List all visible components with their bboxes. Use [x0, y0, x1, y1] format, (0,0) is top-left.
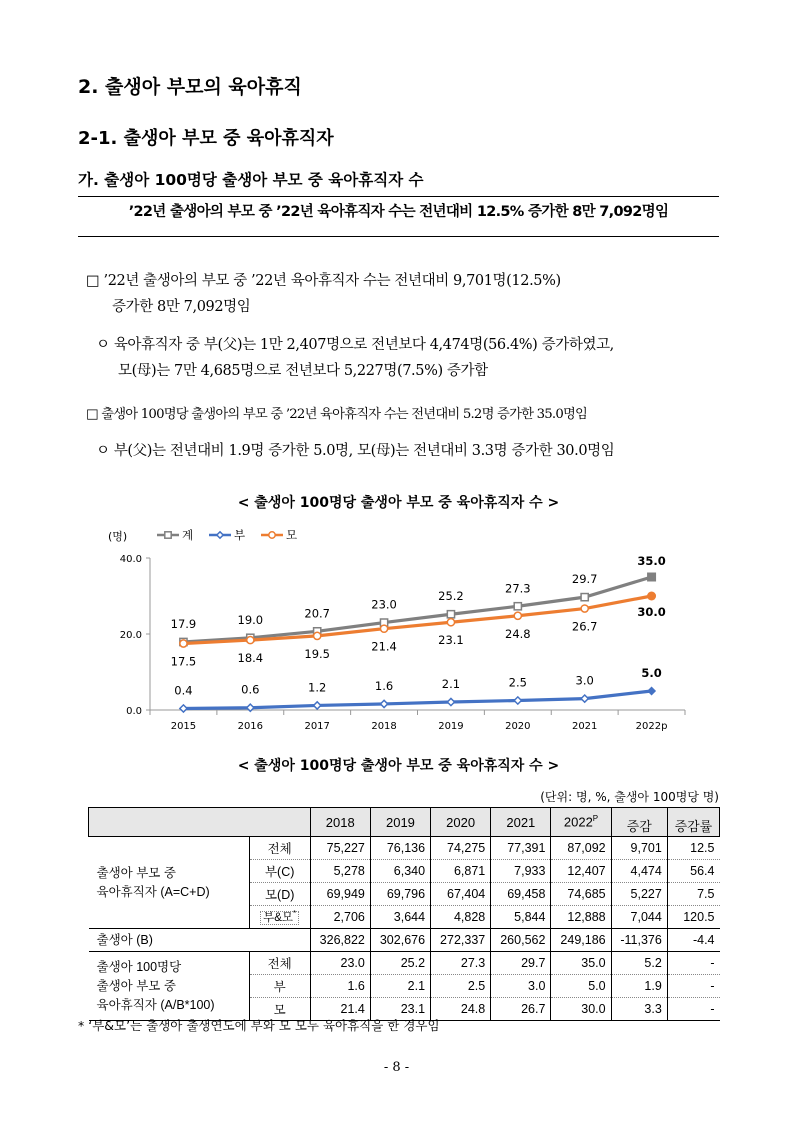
table-cell: 35.0 — [551, 952, 611, 975]
data-point — [180, 705, 187, 712]
table-cell: 69,458 — [491, 883, 551, 906]
table-cell: 4,828 — [431, 906, 491, 929]
data-point — [581, 695, 588, 702]
table-births — [89, 929, 720, 952]
data-label: 19.0 — [237, 612, 264, 627]
row-label: 모 — [249, 998, 310, 1021]
table-cell: 5,844 — [491, 906, 551, 929]
data-label: 0.4 — [174, 683, 193, 698]
data-label: 1.2 — [308, 680, 327, 695]
table-cell: 4,474 — [611, 860, 667, 883]
x-tick-label: 2015 — [170, 721, 197, 732]
y-tick-label: 0.0 — [126, 706, 142, 717]
births-label: 출생아 (B) — [89, 929, 311, 952]
data-point — [447, 611, 454, 618]
data-label: 3.0 — [575, 673, 594, 688]
table-cell: 260,562 — [491, 929, 551, 952]
data-point — [514, 697, 521, 704]
table-cell: 272,337 — [431, 929, 491, 952]
line-chart — [100, 520, 700, 742]
data-label: 2.5 — [508, 675, 527, 690]
paragraph-2-line-2: 모(母)는 7만 4,685명으로 전년보다 5,227명(7.5%) 증가함 — [118, 363, 488, 379]
footnote: * ‘부&모’는 출생아 출생연도에 부와 모 모두 육아휴직을 한 경우임 — [78, 1018, 440, 1033]
section-heading-1: 2. 출생아 부모의 육아휴직 — [78, 76, 302, 98]
row-label: 모(D) — [249, 883, 310, 906]
data-label: 29.7 — [571, 572, 598, 587]
data-label: 20.7 — [304, 606, 330, 621]
table-cell: 26.7 — [491, 998, 551, 1021]
paragraph-2-line-1: ㅇ 육아휴직자 중 부(父)는 1만 2,407명으로 전년보다 4,474명(56.4%) 증가하였고, — [96, 337, 614, 353]
table-group-1 — [89, 837, 720, 929]
x-tick-label: 2018 — [371, 721, 397, 732]
table-cell: 56.4 — [667, 860, 719, 883]
table-cell: 69,796 — [370, 883, 430, 906]
legend-marker — [269, 532, 275, 538]
data-label: 21.4 — [371, 639, 397, 654]
y-tick-label: 20.0 — [119, 630, 142, 641]
table-cell: 5.2 — [611, 952, 667, 975]
data-point — [314, 632, 321, 639]
data-point — [647, 592, 656, 601]
data-label: 23.0 — [371, 597, 397, 612]
data-label: 25.2 — [438, 589, 464, 604]
row-label: 부(C) — [249, 860, 310, 883]
table-group-2 — [89, 952, 720, 1021]
data-label: 23.1 — [438, 633, 464, 648]
data-label: 19.5 — [304, 646, 330, 661]
data-point — [514, 603, 521, 610]
group1-label — [89, 837, 250, 929]
data-point — [647, 573, 656, 582]
x-tick-label: 2020 — [505, 721, 531, 732]
paragraph-2 — [96, 332, 726, 384]
data-point — [581, 605, 588, 612]
table-cell: -4.4 — [667, 929, 719, 952]
data-point — [247, 636, 254, 643]
data-point — [581, 594, 588, 601]
table-cell: 12,407 — [551, 860, 611, 883]
row-label: 부&모* — [260, 911, 299, 925]
legend-marker — [165, 532, 171, 538]
data-label: 24.8 — [505, 626, 531, 641]
data-point — [514, 612, 521, 619]
table-cell: 1.9 — [611, 975, 667, 998]
group2-label — [89, 952, 250, 1021]
table-cell: 67,404 — [431, 883, 491, 906]
group2-label-line: 출생아 100명당 — [96, 959, 182, 974]
table-cell: 1.6 — [310, 975, 370, 998]
x-tick-label: 2016 — [237, 721, 264, 732]
table-title: < 출생아 100명당 출생아 부모 중 육아휴직자 수 > — [237, 758, 560, 774]
table-cell: 120.5 — [667, 906, 719, 929]
table-cell: 7.5 — [667, 883, 719, 906]
table-cell: 87,092 — [551, 837, 611, 860]
header-change: 증감 — [611, 808, 667, 837]
table-cell: 5,278 — [310, 860, 370, 883]
chart-legend — [157, 528, 297, 542]
table-cell: 6,340 — [370, 860, 430, 883]
header-2020: 2020 — [431, 808, 491, 837]
table-cell: 2.1 — [370, 975, 430, 998]
data-label: 35.0 — [637, 554, 666, 568]
table-cell: -11,376 — [611, 929, 667, 952]
table-cell: 5.0 — [551, 975, 611, 998]
table-header-blank — [89, 808, 311, 837]
table-cell: 74,275 — [431, 837, 491, 860]
data-label: 26.7 — [571, 619, 598, 634]
group2-label-line: 육아휴직자 (A/B*100) — [96, 997, 215, 1012]
table-row — [89, 952, 720, 975]
table-cell: 23.1 — [370, 998, 430, 1021]
table-cell: 77,391 — [491, 837, 551, 860]
legend-marker — [217, 532, 223, 538]
data-label: 30.0 — [637, 605, 666, 619]
header-change-rate: 증감률 — [667, 808, 719, 837]
paragraph-3: □ 출생아 100명당 출생아의 부모 중 ’22년 육아휴직자 수는 전년대비 5.2명 증가한 35.0명임 — [86, 407, 588, 422]
table-cell: 23.0 — [310, 952, 370, 975]
table-cell: 21.4 — [310, 998, 370, 1021]
table-cell: 3.0 — [491, 975, 551, 998]
table-row-births — [89, 929, 720, 952]
table-cell: 3,644 — [370, 906, 430, 929]
summary-text: ’22년 출생아의 부모 중 ’22년 육아휴직자 수는 전년대비 12.5% 증가한 8만 7,092명임 — [128, 204, 669, 220]
data-label: 0.6 — [241, 682, 260, 697]
header-2021: 2021 — [491, 808, 551, 837]
table-row — [89, 837, 720, 860]
legend-label: 부 — [234, 528, 246, 542]
table-cell: 27.3 — [431, 952, 491, 975]
summary-bottom-rule — [78, 236, 719, 237]
table-cell: 249,186 — [551, 929, 611, 952]
section-heading-3: 가. 출생아 100명당 출생아 부모 중 육아휴직자 수 — [78, 171, 424, 189]
row-label-sup: * — [293, 909, 297, 919]
data-point — [314, 702, 321, 709]
table-cell: 75,227 — [310, 837, 370, 860]
data-label: 5.0 — [641, 666, 662, 680]
table-cell: 6,871 — [431, 860, 491, 883]
data-label: 2.1 — [441, 677, 461, 692]
row-label: 전체 — [249, 837, 310, 860]
data-label: 17.5 — [170, 654, 197, 669]
table-cell: 12,888 — [551, 906, 611, 929]
paragraph-4: ㅇ 부(父)는 전년대비 1.9명 증가한 5.0명, 모(母)는 전년대비 3.3명 증가한 30.0명임 — [96, 443, 615, 459]
y-axis-label: (명) — [108, 530, 128, 543]
table-cell: 29.7 — [491, 952, 551, 975]
x-tick-label: 2021 — [571, 721, 598, 732]
data-point — [380, 625, 387, 632]
row-label-cell — [249, 906, 310, 929]
table-cell: 74,685 — [551, 883, 611, 906]
table-unit: (단위: 명, %, 출생아 100명당 명) — [540, 790, 719, 804]
data-label: 18.4 — [237, 651, 264, 666]
table-cell: 30.0 — [551, 998, 611, 1021]
legend-label: 계 — [182, 528, 194, 542]
page-number: - 8 - — [383, 1060, 410, 1075]
row-label: 부 — [249, 975, 310, 998]
stats-table — [88, 807, 720, 1021]
table-cell: 24.8 — [431, 998, 491, 1021]
header-2022 — [551, 808, 611, 837]
table-cell: 25.2 — [370, 952, 430, 975]
section-heading-2: 2-1. 출생아 부모 중 육아휴직자 — [78, 128, 334, 149]
group1-label-line: 육아휴직자 (A=C+D) — [96, 884, 210, 899]
table-cell: 2,706 — [310, 906, 370, 929]
x-tick-label: 2022p — [635, 721, 668, 732]
paragraph-1-line-2: 증가한 8만 7,092명임 — [112, 299, 251, 315]
table-header-row — [89, 808, 720, 837]
data-label: 17.9 — [170, 616, 197, 631]
table-cell: 302,676 — [370, 929, 430, 952]
table-cell: 69,949 — [310, 883, 370, 906]
header-2019: 2019 — [370, 808, 430, 837]
data-point — [447, 619, 454, 626]
group2-label-line: 출생아 부모 중 — [96, 978, 176, 993]
group1-label-line: 출생아 부모 중 — [96, 865, 176, 880]
data-point — [380, 700, 387, 707]
table-cell: 5,227 — [611, 883, 667, 906]
x-tick-label: 2017 — [304, 721, 330, 732]
paragraph-1 — [86, 268, 726, 320]
legend-label: 모 — [286, 528, 298, 542]
table-cell: - — [667, 975, 719, 998]
table-cell: 9,701 — [611, 837, 667, 860]
table-cell: 7,933 — [491, 860, 551, 883]
row-label: 전체 — [249, 952, 310, 975]
data-point — [180, 640, 187, 647]
paragraph-1-line-1: □ ’22년 출생아의 부모 중 ’22년 육아휴직자 수는 전년대비 9,701명(12.5%) — [86, 273, 561, 289]
data-label: 1.6 — [374, 678, 394, 693]
table-cell: 12.5 — [667, 837, 719, 860]
data-point — [647, 687, 656, 696]
table-cell: - — [667, 998, 719, 1021]
table-cell: 7,044 — [611, 906, 667, 929]
data-label: 27.3 — [505, 581, 531, 596]
y-tick-label: 40.0 — [119, 554, 142, 565]
table-cell: - — [667, 952, 719, 975]
header-2018: 2018 — [310, 808, 370, 837]
x-tick-label: 2019 — [438, 721, 464, 732]
table-cell: 2.5 — [431, 975, 491, 998]
chart-title: < 출생아 100명당 출생아 부모 중 육아휴직자 수 > — [237, 495, 560, 511]
table-cell: 3.3 — [611, 998, 667, 1021]
header-2022-sup: P — [592, 814, 599, 824]
header-2022-year: 2022 — [563, 814, 593, 830]
table-cell: 326,822 — [310, 929, 370, 952]
table-cell: 76,136 — [370, 837, 430, 860]
data-point — [447, 698, 454, 705]
summary-top-rule — [78, 196, 719, 197]
